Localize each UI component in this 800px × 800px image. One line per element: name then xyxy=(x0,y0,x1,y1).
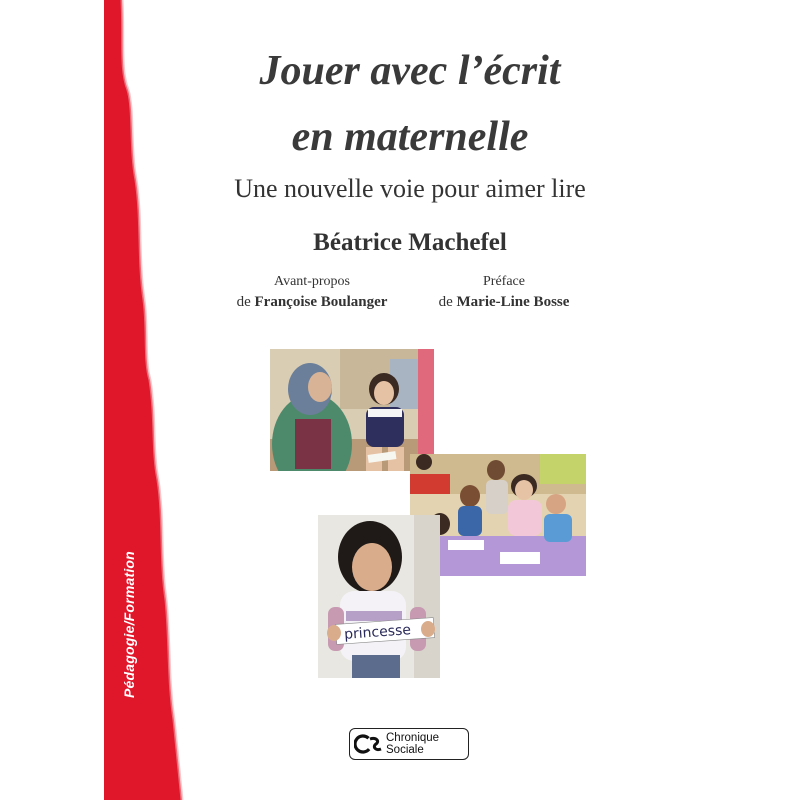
preface-prefix: de xyxy=(438,294,457,310)
title-line-1: Jouer avec l’écrit xyxy=(259,48,561,94)
publisher-line-1: Chronique xyxy=(386,732,440,744)
subtitle: Une nouvelle voie pour aimer lire xyxy=(234,174,586,203)
author-name: Béatrice Machefel xyxy=(313,229,507,256)
preface-role: Préface xyxy=(483,274,525,289)
preface-person xyxy=(418,292,590,312)
card-text: princesse xyxy=(343,622,412,643)
publisher-logo-icon xyxy=(354,733,382,755)
classroom-photo-teacher xyxy=(270,349,434,471)
red-spine-band xyxy=(100,0,190,800)
title-line-2: en maternelle xyxy=(291,114,529,160)
preface-credit xyxy=(418,272,590,312)
publisher-logo xyxy=(349,728,469,760)
foreword-credit xyxy=(212,272,412,312)
preface-name: Marie-Line Bosse xyxy=(456,294,570,310)
foreword-prefix: de xyxy=(236,294,255,310)
publisher-name xyxy=(386,732,439,756)
series-text: Pédagogie/Formation xyxy=(121,551,137,698)
classroom-photo-girl-card xyxy=(318,515,440,678)
foreword-name: Françoise Boulanger xyxy=(254,294,388,310)
foreword-person xyxy=(212,292,412,312)
foreword-role: Avant-propos xyxy=(274,274,350,289)
publisher-line-2: Sociale xyxy=(386,744,424,756)
